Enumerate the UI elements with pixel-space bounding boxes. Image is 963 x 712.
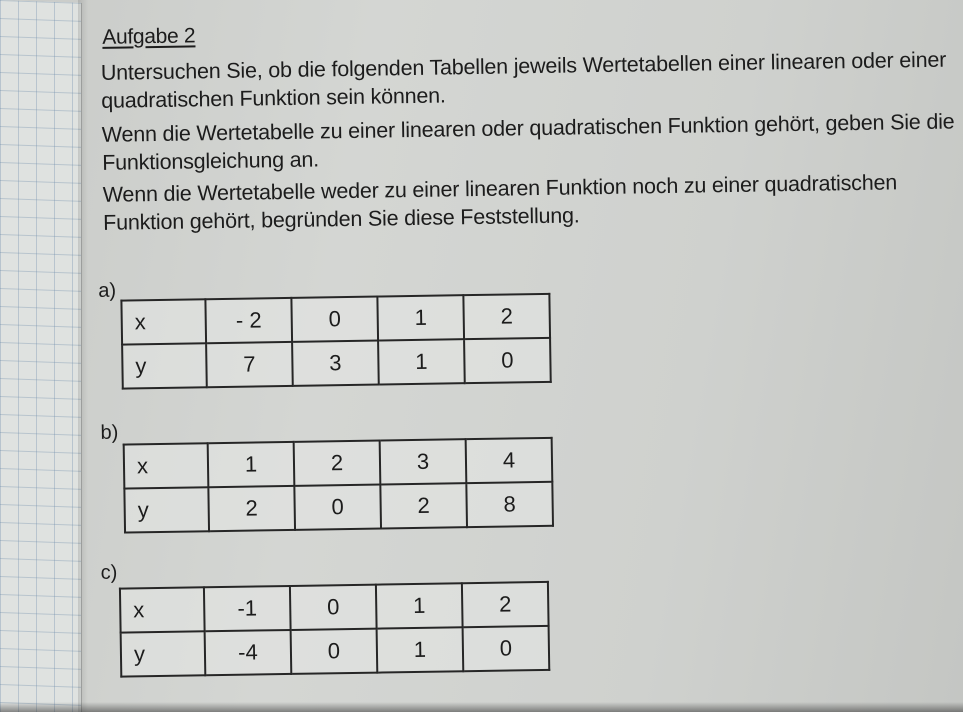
- value-table-a: [120, 293, 551, 390]
- subtask-label-b: b): [100, 421, 119, 444]
- table-cell: -1: [204, 586, 291, 631]
- worksheet: [92, 7, 955, 700]
- table-cell: 3: [380, 439, 467, 484]
- table-cell: 3: [292, 341, 379, 386]
- table-header-x: x: [124, 443, 209, 488]
- instruction-line-4: Funktionsgleichung an.: [102, 147, 320, 175]
- table-cell: 0: [291, 629, 378, 674]
- table-header-x: x: [121, 299, 206, 344]
- instruction-line-3: Wenn die Wertetabelle zu einer linearen oder quadratischen Funktion gehört, geben Sie die: [101, 109, 955, 147]
- instruction-line-5: Wenn die Wertetabelle weder zu einer linearen Funktion noch zu einer quadratischen: [102, 170, 898, 207]
- instruction-line-6: Funktion gehört, begründen Sie diese Feststellung.: [102, 203, 580, 235]
- table-cell: - 2: [205, 298, 292, 343]
- table-header-y: y: [124, 487, 209, 532]
- table-row-x: [124, 438, 553, 489]
- table-row-x: [120, 582, 549, 633]
- value-table-c: [119, 581, 550, 678]
- subtask-label-c: c): [100, 561, 118, 584]
- table-cell: 1: [376, 583, 463, 628]
- table-cell: 0: [294, 485, 381, 530]
- table-cell: 7: [206, 342, 293, 387]
- table-cell: 0: [464, 338, 551, 383]
- instruction-line-2: quadratischen Funktion sein können.: [101, 83, 446, 113]
- table-cell: 2: [380, 483, 467, 528]
- page-bottom-edge: [0, 702, 963, 712]
- graph-paper-notebook: [0, 0, 82, 712]
- table-cell: 1: [208, 442, 295, 487]
- page-shadow: [78, 0, 88, 712]
- table-header-y: y: [121, 631, 206, 676]
- table-cell: -4: [205, 630, 292, 675]
- table-cell: 2: [462, 582, 549, 627]
- table-header-x: x: [120, 587, 205, 632]
- table-cell: 2: [208, 486, 295, 531]
- subtask-label-a: a): [98, 279, 117, 302]
- table-cell: 2: [463, 294, 550, 339]
- task-title: Aufgabe 2: [102, 24, 196, 49]
- table-row-y: [121, 626, 550, 677]
- table-cell: 1: [377, 295, 464, 340]
- table-row-x: [121, 294, 550, 345]
- table-cell: 4: [466, 438, 553, 483]
- value-table-b: [123, 437, 554, 534]
- table-cell: 8: [466, 482, 553, 527]
- table-cell: 1: [377, 627, 464, 672]
- instruction-line-1: Untersuchen Sie, ob die folgenden Tabellen jeweils Wertetabellen einer linearen oder einer: [100, 47, 947, 85]
- table-cell: 0: [463, 626, 550, 671]
- table-row-y: [124, 482, 553, 533]
- table-cell: 1: [378, 339, 465, 384]
- table-cell: 0: [290, 585, 377, 630]
- table-cell: 2: [294, 441, 381, 486]
- table-header-y: y: [122, 343, 207, 388]
- table-cell: 0: [291, 297, 378, 342]
- table-row-y: [122, 338, 551, 389]
